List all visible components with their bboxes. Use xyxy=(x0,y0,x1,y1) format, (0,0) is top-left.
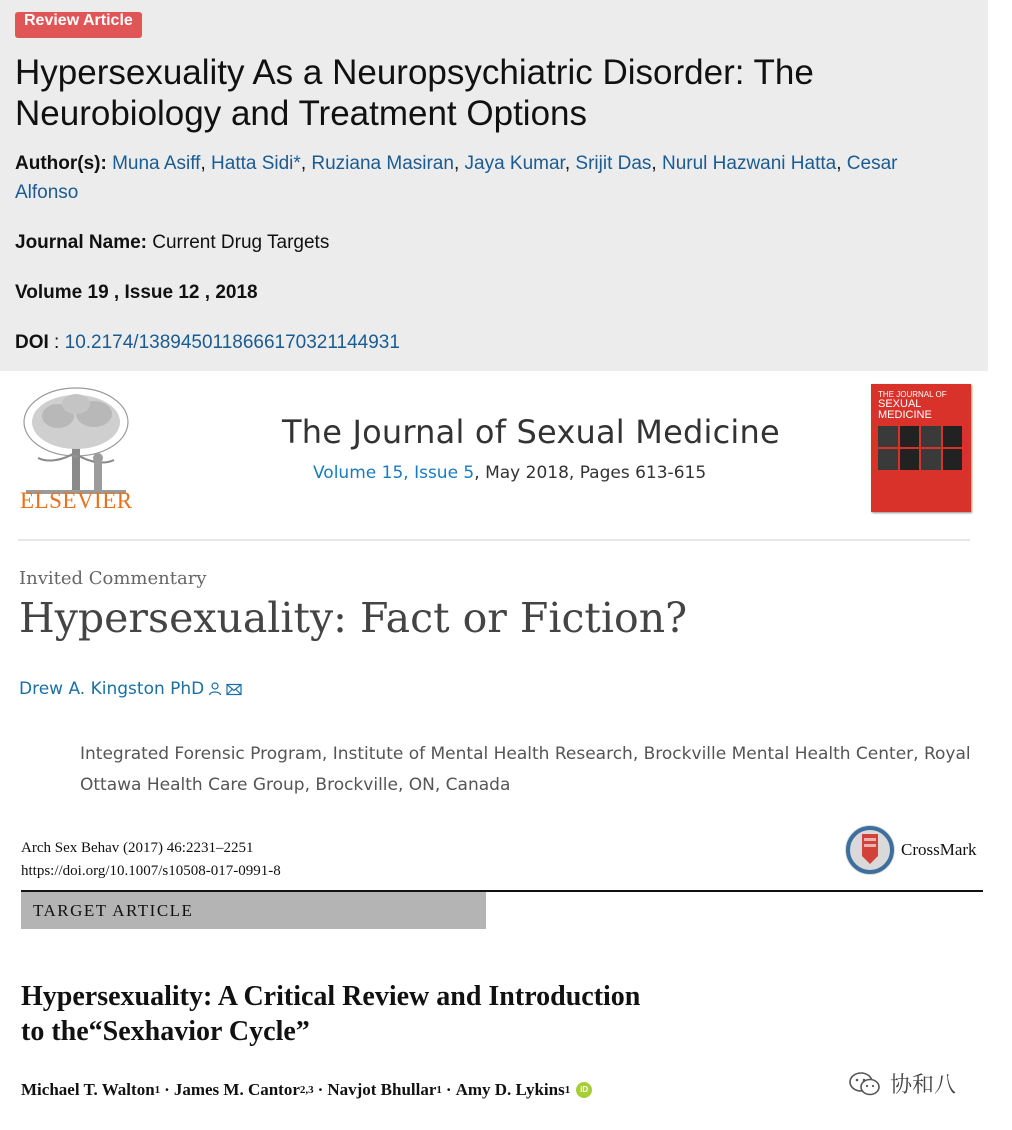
email-icon[interactable] xyxy=(226,683,242,696)
author-name[interactable]: Navjot Bhullar xyxy=(327,1080,437,1099)
journal-title[interactable]: The Journal of Sexual Medicine xyxy=(282,413,780,451)
article-title: Hypersexuality: Fact or Fiction? xyxy=(19,594,688,642)
author-link[interactable]: Nurul Hazwani Hatta xyxy=(661,153,837,174)
crossmark-badge[interactable] xyxy=(843,823,977,877)
elsevier-wordmark[interactable]: ELSEVIER xyxy=(20,488,133,513)
citation-block xyxy=(21,837,281,883)
author-link[interactable]: Cesar Alfonso xyxy=(15,153,898,203)
volume-number: 19 xyxy=(87,282,109,303)
authors-label: Author(s): xyxy=(15,153,107,174)
orcid-icon[interactable]: iD xyxy=(576,1082,592,1098)
author-name[interactable]: Amy D. Lykins xyxy=(455,1080,565,1099)
author-name[interactable]: James M. Cantor xyxy=(173,1080,300,1099)
title-line: Hypersexuality: A Critical Review and Introduction xyxy=(21,981,641,1012)
author-affiliation: Integrated Forensic Program, Institute of Mental Health Research, Brockville Mental Health Center, Royal Ottawa Health Care Group, Brockville, ON, Canada xyxy=(80,744,971,795)
review-article-badge: Review Article xyxy=(15,12,142,38)
issue-number: 12 xyxy=(178,282,200,303)
person-icon[interactable] xyxy=(208,682,222,696)
author-link[interactable]: Drew A. Kingston PhD xyxy=(19,679,205,699)
journal-name: Current Drug Targets xyxy=(152,232,330,253)
cover-image-grid xyxy=(878,426,962,470)
article-title xyxy=(21,979,781,1049)
crossmark-icon xyxy=(843,823,897,877)
authors-line: Michael T. Walton 1 · James M. Cantor 2,3 · Navjot Bhullar 1 · Amy D. Lykins 1 iD xyxy=(21,1080,592,1100)
cover-line: THE JOURNAL OF xyxy=(878,390,947,399)
author-name[interactable]: Michael T. Walton xyxy=(21,1080,155,1099)
author-link[interactable]: Srijit Das xyxy=(575,153,652,174)
volume-issue-link[interactable]: Volume 15, Issue 5 xyxy=(313,463,475,483)
journal-name-label: Journal Name: xyxy=(15,232,147,253)
doi-label: DOI xyxy=(15,332,49,353)
section-bar xyxy=(21,892,486,929)
doi-url[interactable]: https://doi.org/10.1007/s10508-017-0991-8 xyxy=(21,863,281,879)
review-article-panel xyxy=(0,0,988,371)
doi-link[interactable]: 10.2174/1389450118666170321144931 xyxy=(64,332,400,353)
sexual-medicine-panel xyxy=(0,372,1012,830)
cover-line: MEDICINE xyxy=(878,409,932,421)
divider xyxy=(18,539,970,541)
citation: Arch Sex Behav (2017) 46:2231–2251 xyxy=(21,840,254,856)
year: 2018 xyxy=(215,282,258,303)
cover-line: SEXUAL xyxy=(878,398,922,410)
author-link[interactable]: Jaya Kumar xyxy=(464,153,565,174)
journal-cover-thumbnail[interactable] xyxy=(871,384,971,512)
arch-sex-behav-panel xyxy=(0,830,1012,1130)
volume-label: Volume xyxy=(15,282,83,303)
section-label: TARGET ARTICLE xyxy=(33,901,194,920)
crossmark-label: CrossMark xyxy=(901,840,977,859)
volume-issue-row: Volume 19 , Issue 12 , 2018 xyxy=(15,282,258,303)
authors-row: Author(s): Muna Asiff, Hatta Sidi*, Ruziana Masiran, Jaya Kumar, Srijit Das, Nurul Hazwani Hatta, Cesar Alfonso xyxy=(15,153,898,203)
author-link[interactable]: Muna Asiff xyxy=(112,153,201,174)
author-link[interactable]: Ruziana Masiran xyxy=(311,153,454,174)
article-type-label: Invited Commentary xyxy=(19,568,207,589)
cover-title xyxy=(878,390,947,421)
wechat-watermark xyxy=(848,1068,956,1099)
date-pages: , May 2018, Pages 613-615 xyxy=(474,463,707,483)
title-line: to the“Sexhavior Cycle” xyxy=(21,1016,310,1047)
issue-label: Issue xyxy=(124,282,174,303)
doi-row: DOI : 10.2174/1389450118666170321144931 xyxy=(15,332,400,353)
journal-issue-info xyxy=(313,463,706,483)
article-title: Hypersexuality As a Neuropsychiatric Disorder: The Neurobiology and Treatment Options xyxy=(15,53,814,133)
watermark-text: 协和八 xyxy=(890,1073,957,1098)
author-link[interactable]: Hatta Sidi* xyxy=(211,153,301,174)
journal-name-row xyxy=(15,228,965,257)
author-line xyxy=(19,679,242,699)
wechat-icon xyxy=(848,1071,882,1097)
